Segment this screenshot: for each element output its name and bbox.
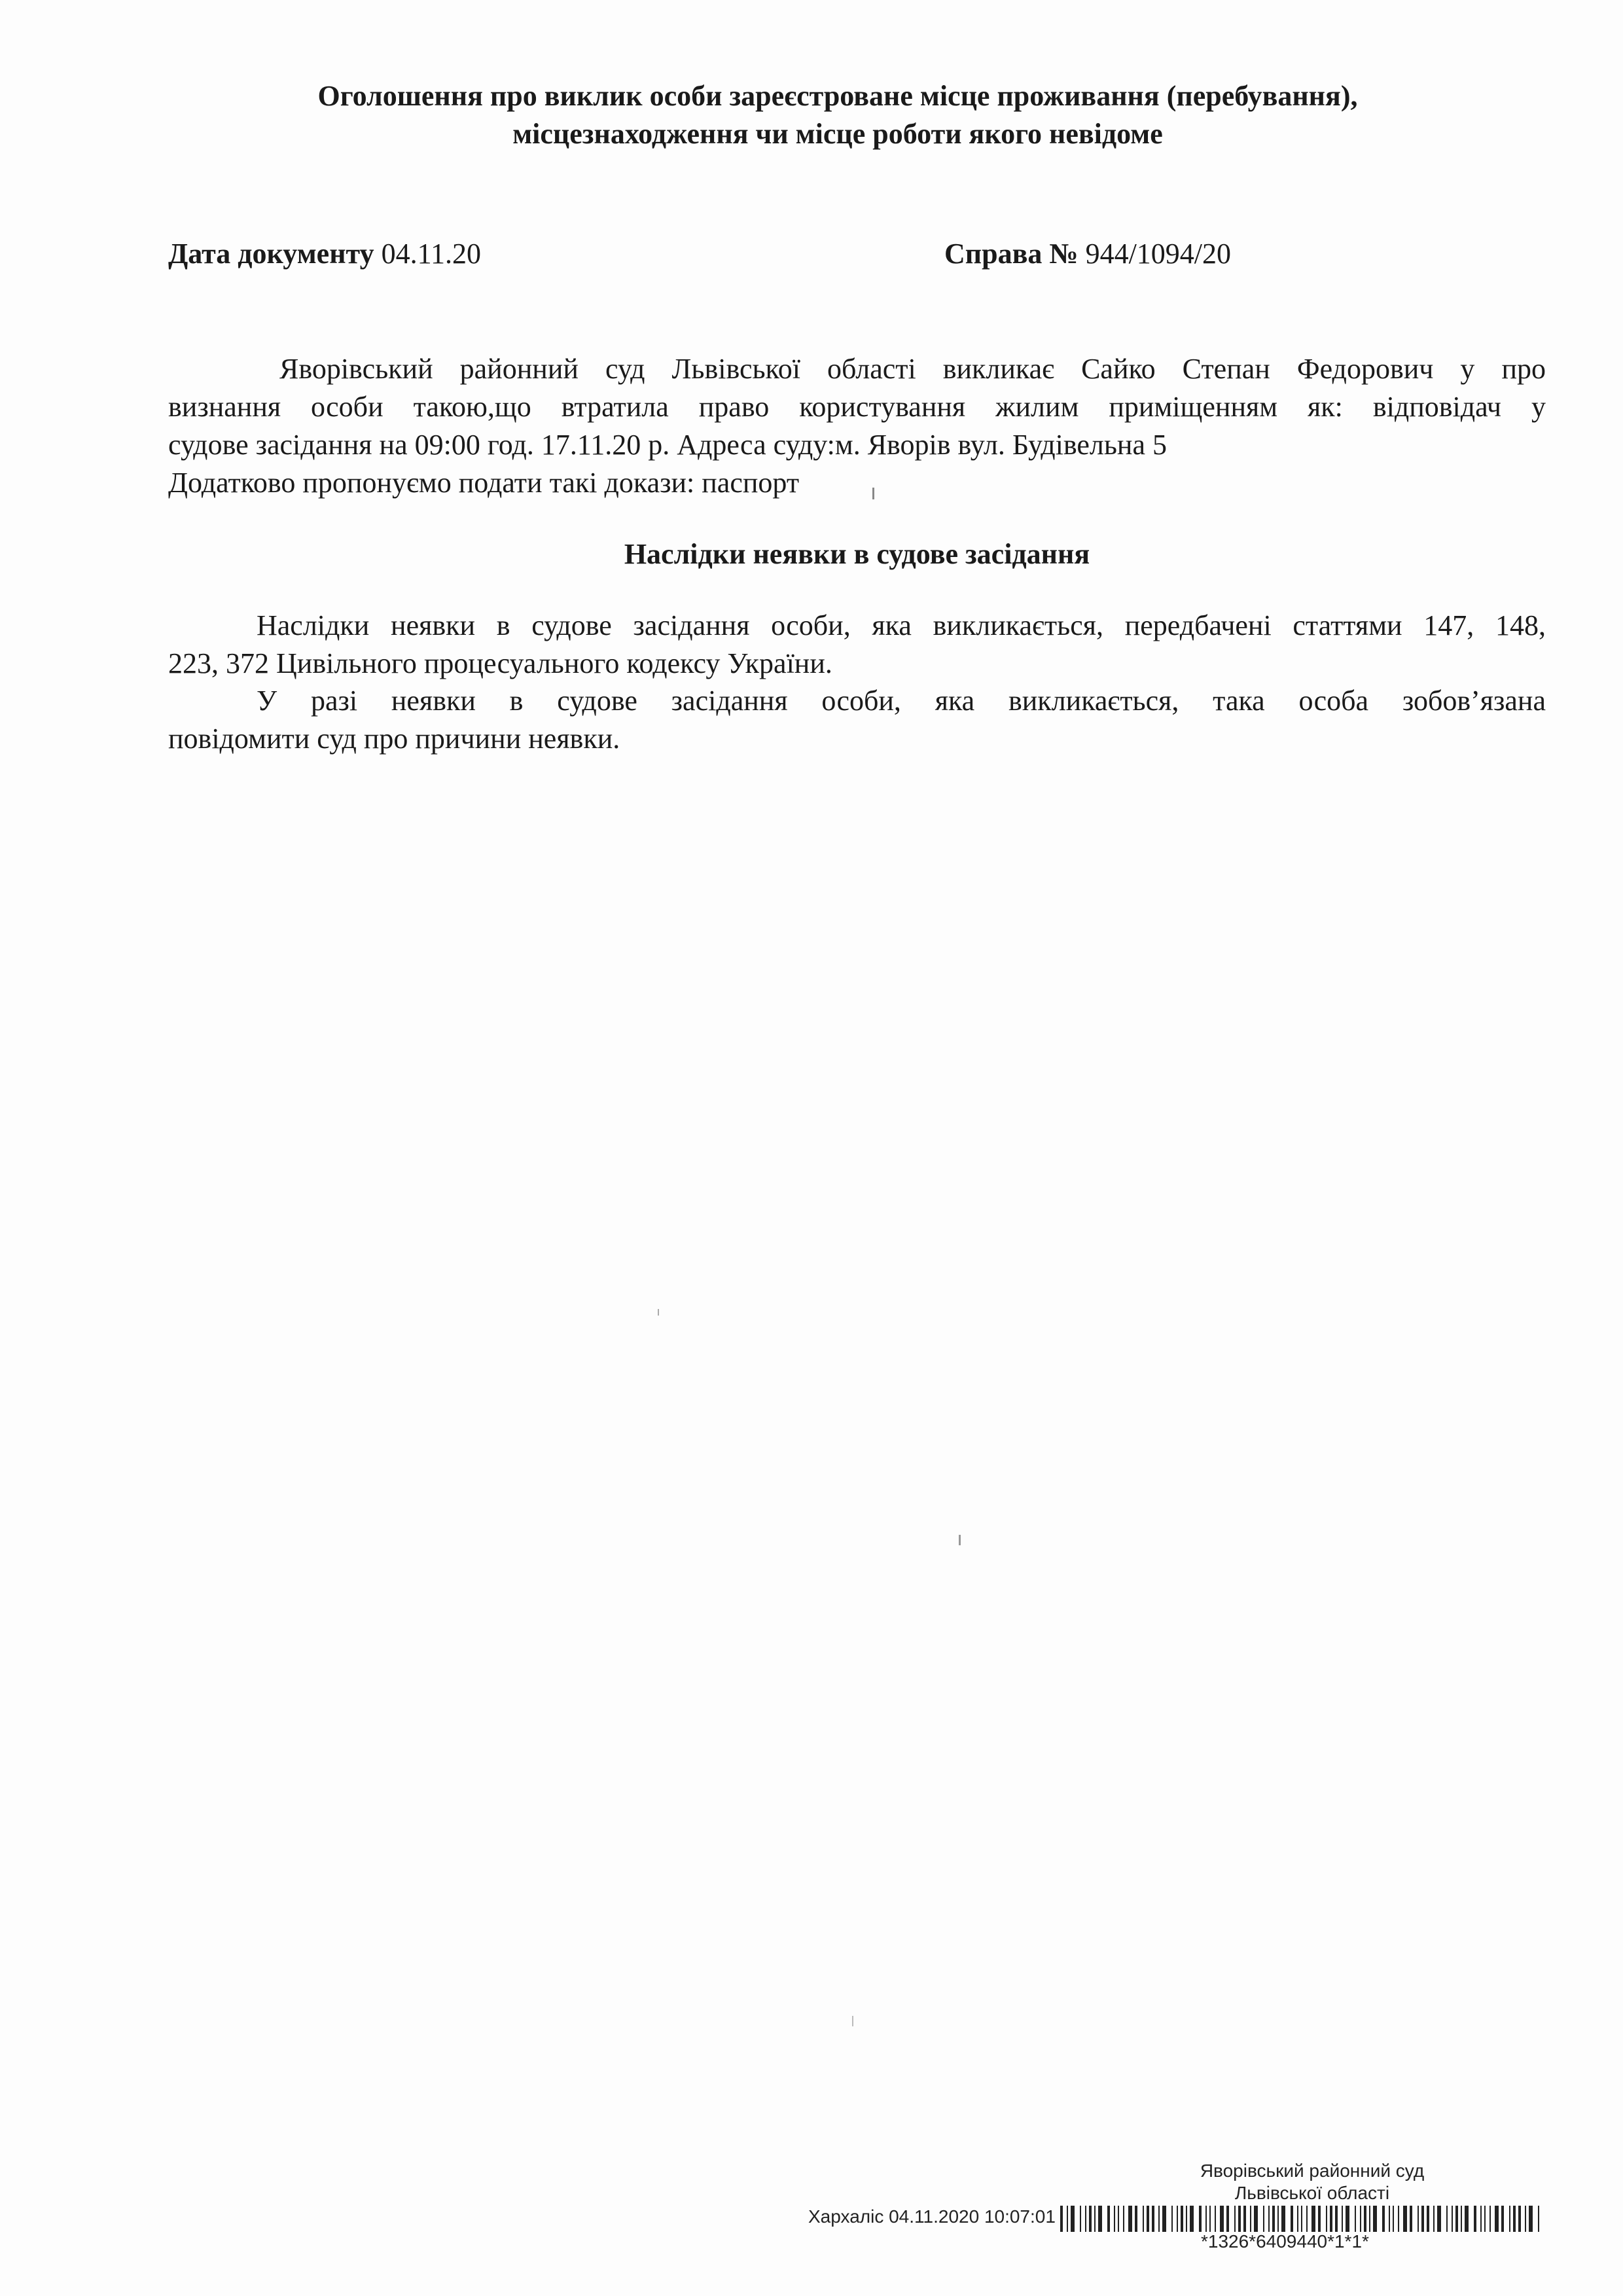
summons-paragraph xyxy=(168,350,1546,502)
summons-line-1: Яворівський районний суд Львівської області викликає Сайко Степан Федорович у про xyxy=(279,353,1546,385)
summons-line-3: судове засідання на 09:00 год. 17.11.20 р. Адреса суду:м. Яворів вул. Будівельна 5 xyxy=(168,429,1167,461)
case-label: Справа № xyxy=(944,238,1079,270)
section-heading: Наслідки неявки в судове засідання xyxy=(624,538,1090,570)
stamp-court-line-2: Львівської області xyxy=(1234,2183,1390,2203)
scan-speck xyxy=(872,488,874,499)
stamp-court-name xyxy=(1188,2160,1436,2204)
summons-line-2: визнання особи такою,що втратила право користування жилим приміщенням як: відповідач у xyxy=(168,391,1546,423)
case-number xyxy=(944,236,1231,272)
stamp-court-line-1: Яворівський районний суд xyxy=(1200,2161,1425,2181)
consequences-line-1: Наслідки неявки в судове засідання особи, яка викликається, передбачені статтями 147, 148, xyxy=(257,609,1546,641)
date-label: Дата документу xyxy=(168,238,374,270)
registration-stamp xyxy=(808,2160,1541,2278)
scan-speck xyxy=(852,2016,853,2026)
consequences-line-2: 223, 372 Цивільного процесуального кодексу України. xyxy=(168,647,832,679)
consequences-paragraph xyxy=(168,607,1546,683)
document-date xyxy=(168,236,481,272)
title-line-1: Оголошення про виклик особи зареєстроване місце проживання (перебування), xyxy=(317,80,1358,112)
stamp-operator-timestamp: Хархаліс 04.11.2020 10:07:01 xyxy=(808,2206,1056,2227)
scan-speck xyxy=(959,1535,961,1545)
obligation-line-1: У разі неявки в судове засідання особи, яка викликається, така особа зобов’язана xyxy=(257,685,1546,717)
document-title xyxy=(196,77,1479,153)
case-value: 944/1094/20 xyxy=(1085,238,1232,270)
scan-speck xyxy=(658,1309,659,1316)
barcode-icon xyxy=(1060,2206,1541,2232)
title-line-2: місцезнаходження чи місце роботи якого невідоме xyxy=(512,118,1163,150)
date-value: 04.11.20 xyxy=(381,238,481,270)
summons-line-4: Додатково пропонуємо подати такі докази: паспорт xyxy=(168,467,800,499)
obligation-line-2: повідомити суд про причини неявки. xyxy=(168,723,620,755)
obligation-paragraph xyxy=(168,682,1546,758)
stamp-code: *1326*6409440*1*1* xyxy=(1201,2231,1369,2251)
